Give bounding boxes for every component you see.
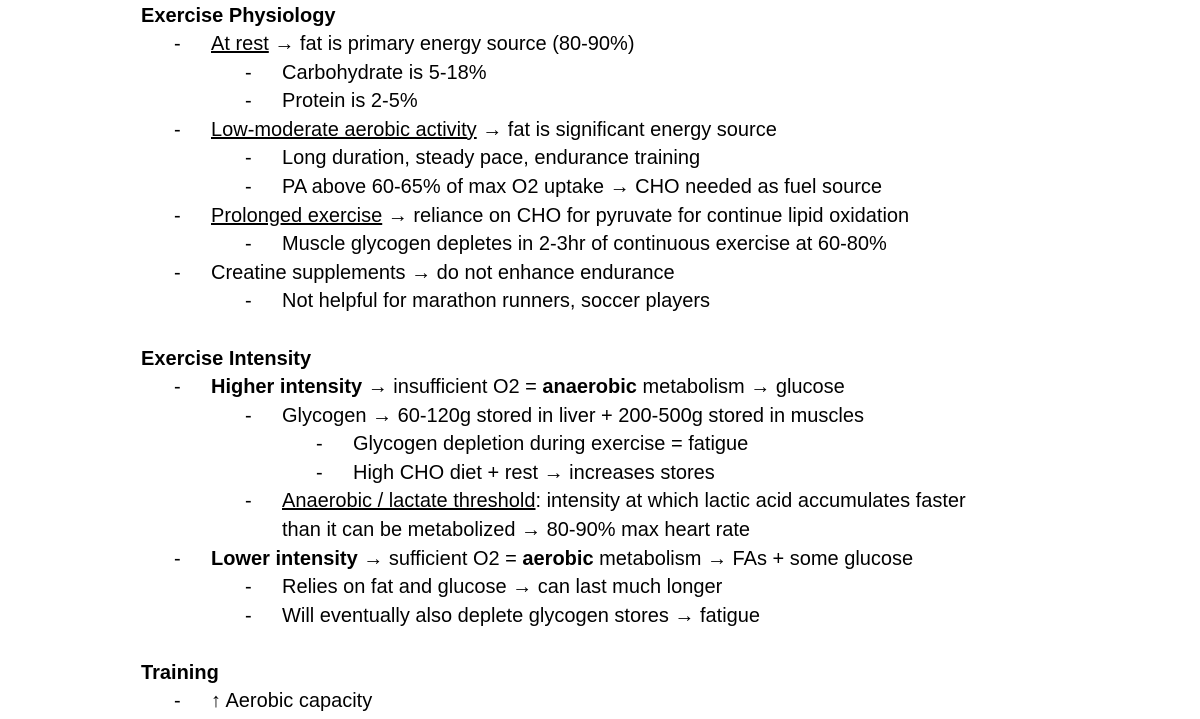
text-run: High CHO diet + rest → increases stores [353, 461, 715, 484]
bullet-dash: - [174, 33, 181, 55]
text-run: → fat is primary energy source (80-90%) [268, 33, 635, 55]
bullet-dash: - [174, 547, 181, 570]
list-item [0, 173, 1200, 202]
bullet-dash: - [245, 147, 252, 170]
list-item [0, 545, 1200, 574]
list-item [0, 202, 1200, 231]
text-run: : intensity at which lactic acid accumulates faster [535, 490, 966, 513]
bullet-dash: - [245, 61, 252, 84]
bullet-dash: - [174, 118, 181, 141]
list-item-text [282, 87, 418, 116]
underlined-term: At rest [211, 33, 269, 55]
bullet-dash: - [245, 404, 252, 427]
text-run: Long duration, steady pace, endurance training [282, 147, 701, 170]
list-item [0, 459, 1200, 488]
list-item [0, 373, 1200, 402]
text-run: → fat is significant energy source [476, 118, 777, 141]
list-item-text [282, 173, 882, 202]
text-run: Relies on fat and glucose → can last much longer [282, 576, 723, 599]
bold-term: Lower intensity [211, 547, 358, 570]
bullet-dash: - [245, 604, 252, 627]
list-item-text [353, 430, 748, 459]
list-item-text [282, 59, 487, 88]
text-run: Glycogen → 60-120g stored in liver + 200-500g stored in muscles [282, 404, 864, 427]
section-heading: Exercise Intensity [141, 348, 312, 370]
text-run: Carbohydrate is 5-18% [282, 61, 487, 84]
text-run: metabolism → FAs + some glucose [593, 547, 914, 570]
bold-term: anaerobic [542, 376, 637, 398]
list-item-text [282, 487, 966, 516]
bold-term: Higher intensity [211, 376, 363, 398]
underlined-term: Low-moderate aerobic activity [211, 118, 477, 141]
list-item [0, 430, 1200, 459]
bullet-dash: - [174, 690, 181, 712]
underlined-term: Prolonged exercise [211, 204, 383, 227]
bullet-dash: - [245, 233, 252, 256]
bullet-dash: - [245, 90, 252, 113]
list-item-text [353, 459, 715, 488]
text-run: → sufficient O2 = [357, 547, 523, 570]
list-item-text [282, 516, 750, 545]
text-run: PA above 60-65% of max O2 uptake → CHO needed as fuel source [282, 176, 882, 198]
list-item-text [211, 202, 909, 231]
bullet-dash: - [245, 290, 252, 313]
list-item [0, 516, 1200, 545]
text-run: Creatine supplements → do not enhance endurance [211, 261, 675, 284]
bullet-dash: - [245, 576, 252, 599]
list-item [0, 30, 1200, 59]
list-item [0, 402, 1200, 431]
text-run: Glycogen depletion during exercise = fatigue [353, 433, 749, 456]
bullet-dash: - [174, 204, 181, 227]
text-run: Muscle glycogen depletes in 2-3hr of continuous exercise at 60-80% [282, 233, 887, 256]
list-item-text [211, 259, 675, 288]
list-item-text [282, 230, 887, 259]
list-item-text [282, 287, 710, 316]
list-item [0, 230, 1200, 259]
bullet-dash: - [174, 376, 181, 398]
list-item [0, 87, 1200, 116]
text-run: ↑ Aerobic capacity [211, 690, 373, 712]
list-item-text [211, 116, 777, 145]
list-item-text [282, 144, 700, 173]
list-item [0, 487, 1200, 516]
bullet-dash: - [316, 461, 323, 484]
section-heading: Training [141, 662, 219, 684]
list-item [0, 287, 1200, 316]
bullet-dash: - [316, 433, 323, 456]
list-item-text [282, 602, 760, 631]
list-item-text [211, 30, 634, 59]
list-item [0, 573, 1200, 602]
text-run: → reliance on CHO for pyruvate for continue lipid oxidation [382, 204, 910, 227]
text-run: metabolism → glucose [636, 376, 845, 398]
text-run: than it can be metabolized → 80-90% max heart rate [282, 519, 751, 541]
list-item-text [211, 687, 372, 716]
list-item [0, 259, 1200, 288]
section-heading: Exercise Physiology [141, 5, 336, 27]
list-item [0, 59, 1200, 88]
list-item-text [282, 573, 722, 602]
list-item [0, 116, 1200, 145]
bullet-dash: - [174, 261, 181, 284]
list-item [0, 687, 1200, 716]
list-item [0, 602, 1200, 631]
bullet-dash: - [245, 490, 252, 513]
text-run: Will eventually also deplete glycogen stores → fatigue [282, 604, 761, 627]
list-item-text [282, 402, 864, 431]
underlined-term: Anaerobic / lactate threshold [282, 490, 536, 513]
text-run: Protein is 2-5% [282, 90, 418, 113]
bullet-dash: - [245, 176, 252, 198]
list-item [0, 144, 1200, 173]
list-item-text [211, 545, 913, 574]
list-item-text [211, 373, 845, 402]
bold-term: aerobic [522, 547, 594, 570]
text-run: → insufficient O2 = [362, 376, 543, 398]
text-run: Not helpful for marathon runners, soccer players [282, 290, 710, 313]
